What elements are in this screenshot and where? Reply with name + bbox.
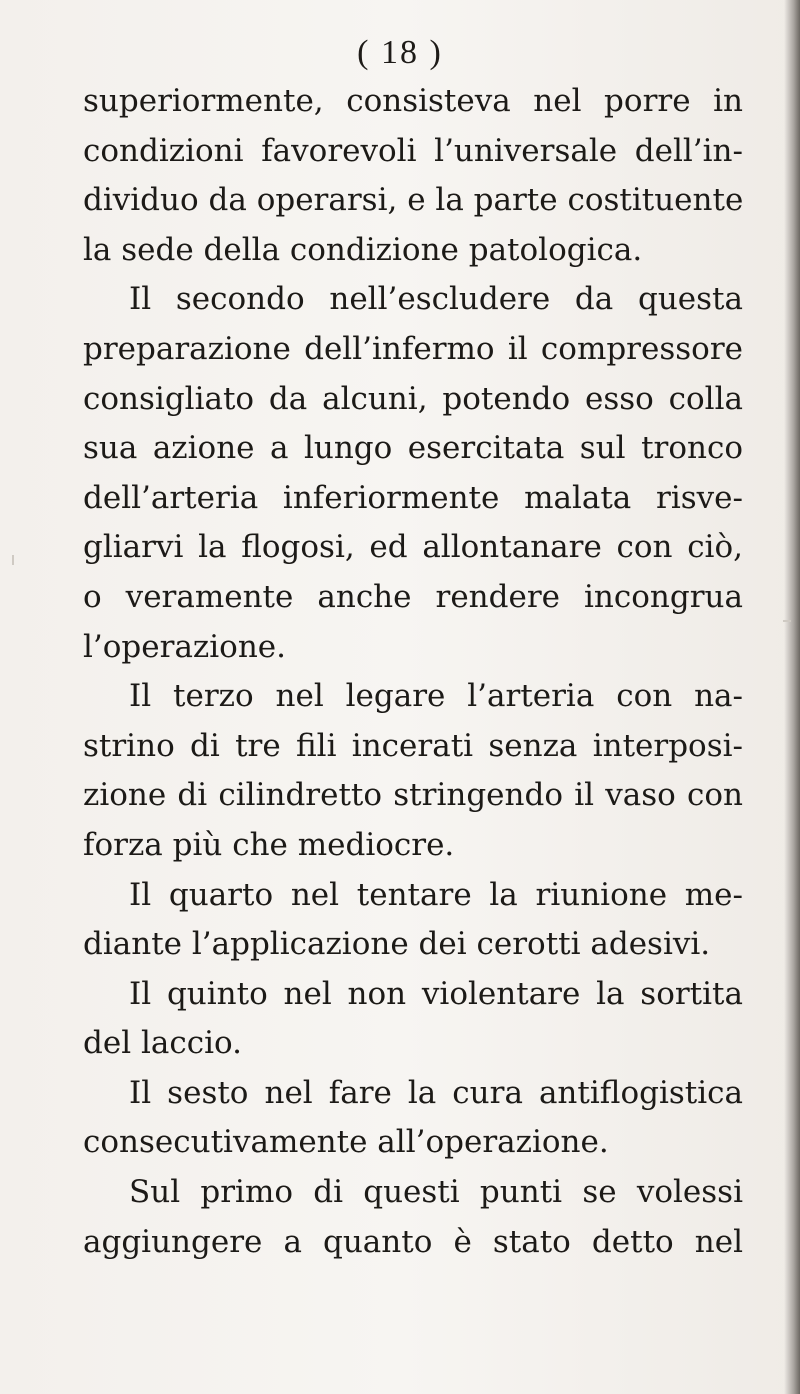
text-line: o veramente anche rendere incongrua: [83, 578, 743, 615]
page-edge-shadow: [784, 0, 800, 1394]
text-line: condizioni favorevoli l’universale dell’in-: [83, 132, 743, 169]
text-line: sua azione a lungo esercitata sul tronco: [83, 430, 743, 467]
paragraph-start-line: Sul primo di questi punti se volessi: [129, 1174, 743, 1211]
text-line: consigliato da alcuni, potendo esso colla: [83, 380, 743, 417]
body-text: [83, 77, 743, 1267]
text-line: diante l’applicazione dei cerotti adesivi.: [83, 926, 711, 963]
paper-speck: [12, 555, 14, 565]
paragraph-start-line: Il terzo nel legare l’arteria con na-: [129, 678, 743, 715]
paragraph-start-line: Il sesto nel fare la cura antiflogistica: [129, 1074, 743, 1111]
text-line: superiormente, consisteva nel porre in: [83, 83, 743, 119]
text-line: del laccio.: [83, 1025, 242, 1062]
text-line: strino di tre fili incerati senza interposi-: [83, 727, 743, 764]
text-line: dell’arteria inferiormente malata risve-: [83, 479, 743, 516]
text-line: aggiungere a quanto è stato detto nel: [83, 1223, 743, 1260]
text-line: l’operazione.: [83, 628, 286, 665]
page-number: ( 18 ): [357, 34, 443, 71]
paragraph-start-line: Il quarto nel tentare la riunione me-: [129, 876, 743, 913]
text-line: preparazione dell’infermo il compressore: [83, 330, 743, 367]
text-line: gliarvi la flogosi, ed allontanare con ciò,: [83, 529, 743, 566]
paragraph-start-line: Il quinto nel non violentare la sortita: [129, 975, 743, 1012]
paper-speck: [783, 620, 791, 622]
text-line: zione di cilindretto stringendo il vaso con: [83, 777, 743, 814]
text-line: consecutivamente all’operazione.: [83, 1124, 609, 1161]
paragraph-start-line: Il secondo nell’escludere da questa: [129, 281, 743, 318]
text-line: dividuo da operarsi, e la parte costituente: [83, 182, 744, 219]
text-line: forza più che mediocre.: [83, 826, 455, 863]
text-line: la sede della condizione patologica.: [83, 231, 643, 268]
